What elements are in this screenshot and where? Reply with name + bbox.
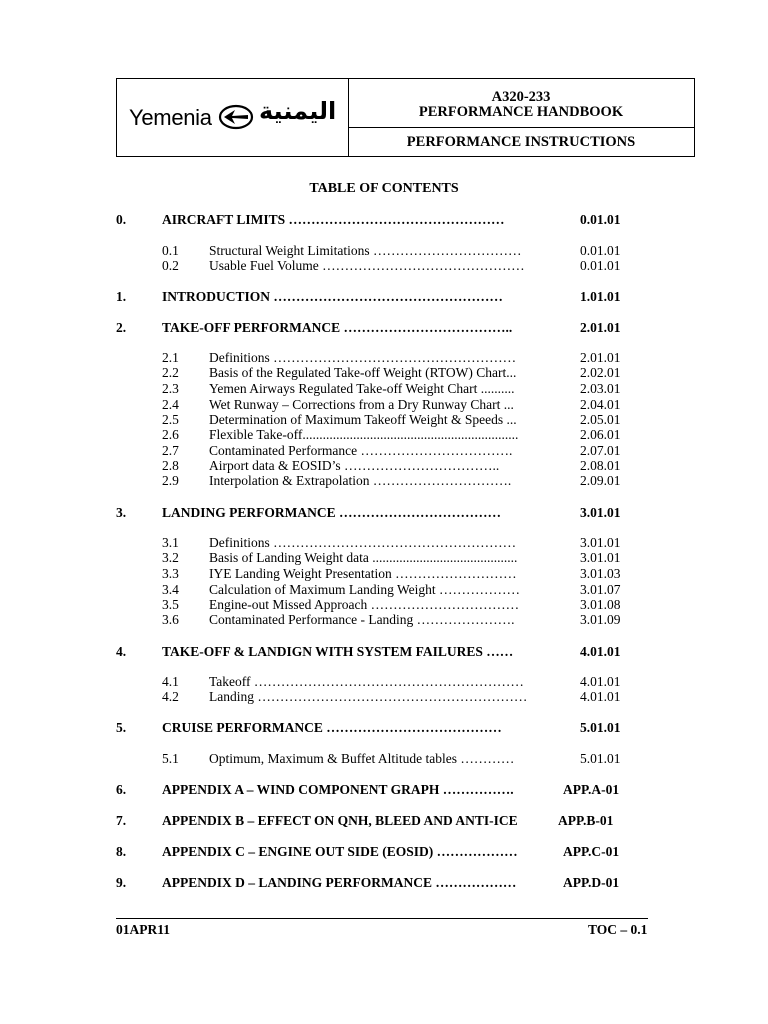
- entry-title: Interpolation & Extrapolation ………………………….: [209, 473, 512, 488]
- entry-page: 4.01.01: [580, 644, 621, 659]
- entry-title: Determination of Maximum Takeoff Weight & Speeds ...: [209, 412, 517, 427]
- entry-number: 0.1: [162, 243, 179, 258]
- entry-number: 3.: [116, 505, 127, 520]
- entry-page: 3.01.01: [580, 535, 621, 550]
- entry-page: 4.01.01: [580, 674, 621, 689]
- entry-title: Structural Weight Limitations ……………………………: [209, 243, 522, 258]
- entry-page: 2.08.01: [580, 458, 621, 473]
- entry-number: 8.: [116, 844, 127, 859]
- entry-page: 3.01.08: [580, 597, 621, 612]
- entry-number: 2.5: [162, 412, 179, 427]
- entry-number: 2.3: [162, 381, 179, 396]
- entry-title: APPENDIX C – ENGINE OUT SIDE (EOSID) ………………: [162, 844, 518, 859]
- entry-page: 5.01.01: [580, 720, 621, 735]
- entry-title: Engine-out Missed Approach ……………………………: [209, 597, 520, 612]
- entry-page: APP.A-01: [563, 782, 620, 797]
- entry-title: Calculation of Maximum Landing Weight ………………: [209, 582, 521, 597]
- entry-title: CRUISE PERFORMANCE …………………………………: [162, 720, 502, 735]
- entry-page: 0.01.01: [580, 258, 621, 273]
- entry-number: 2.4: [162, 397, 179, 412]
- footer-date: 01APR11: [116, 922, 170, 937]
- entry-title: Yemen Airways Regulated Take-off Weight Chart ..........: [209, 381, 515, 396]
- airline-logo: [117, 79, 349, 156]
- entry-title: TAKE-OFF PERFORMANCE ………………………………..: [162, 320, 513, 335]
- entry-page: APP.C-01: [563, 844, 620, 859]
- entry-number: 4.: [116, 644, 127, 659]
- entry-number: 3.3: [162, 566, 179, 581]
- entry-number: 2.9: [162, 473, 179, 488]
- entry-number: 9.: [116, 875, 127, 890]
- entry-number: 4.1: [162, 674, 179, 689]
- entry-title: Definitions ………………………………………………: [209, 350, 517, 365]
- entry-page: 2.07.01: [580, 443, 621, 458]
- entry-page: 2.06.01: [580, 427, 621, 442]
- entry-title: Flexible Take-off................................................................: [209, 427, 519, 442]
- entry-number: 3.6: [162, 612, 179, 627]
- entry-title: Wet Runway – Corrections from a Dry Runway Chart ...: [209, 397, 514, 412]
- entry-title: TAKE-OFF & LANDIGN WITH SYSTEM FAILURES ……: [162, 644, 514, 659]
- entry-number: 1.: [116, 289, 127, 304]
- section-title: PERFORMANCE INSTRUCTIONS: [406, 134, 636, 150]
- entry-page: 3.01.07: [580, 582, 621, 597]
- entry-number: 3.5: [162, 597, 179, 612]
- entry-page: 5.01.01: [580, 751, 621, 766]
- entry-title: Airport data & EOSID’s ……………………………..: [209, 458, 500, 473]
- toc-title: TABLE OF CONTENTS: [309, 181, 459, 196]
- entry-title: Landing ……………………………………………………: [209, 689, 528, 704]
- entry-title: APPENDIX B – EFFECT ON QNH, BLEED AND ANTI-ICE: [162, 813, 518, 828]
- entry-number: 2.6: [162, 427, 179, 442]
- entry-title: IYE Landing Weight Presentation ………………………: [209, 566, 517, 581]
- entry-title: AIRCRAFT LIMITS …………………………………………: [162, 212, 505, 227]
- entry-page: 4.01.01: [580, 689, 621, 704]
- entry-title: Usable Fuel Volume ………………………………………: [209, 258, 525, 273]
- entry-number: 7.: [116, 813, 127, 828]
- entry-title: APPENDIX D – LANDING PERFORMANCE ………………: [162, 875, 517, 890]
- entry-number: 3.4: [162, 582, 179, 597]
- aircraft-type: A320-233: [491, 89, 551, 105]
- entry-page: APP.B-01: [558, 813, 614, 828]
- footer-divider: [116, 918, 648, 919]
- entry-page: 3.01.01: [580, 550, 621, 565]
- entry-number: 0.2: [162, 258, 179, 273]
- header-title-cell: [348, 79, 694, 128]
- entry-number: 5.: [116, 720, 127, 735]
- entry-page: 2.02.01: [580, 365, 621, 380]
- entry-title: INTRODUCTION ……………………………………………: [162, 289, 503, 304]
- entry-title: Contaminated Performance …………………………….: [209, 443, 513, 458]
- entry-page: 0.01.01: [580, 212, 621, 227]
- entry-title: APPENDIX A – WIND COMPONENT GRAPH …………….: [162, 782, 514, 797]
- entry-number: 3.1: [162, 535, 179, 550]
- entry-number: 2.7: [162, 443, 179, 458]
- logo-arabic-text: اليمنية: [259, 97, 337, 125]
- entry-title: Basis of the Regulated Take-off Weight (RTOW) Chart...: [209, 365, 517, 380]
- entry-number: 2.2: [162, 365, 179, 380]
- entry-page: 3.01.01: [580, 505, 621, 520]
- entry-number: 6.: [116, 782, 127, 797]
- entry-number: 5.1: [162, 751, 179, 766]
- entry-page: 2.04.01: [580, 397, 621, 412]
- entry-page: APP.D-01: [563, 875, 620, 890]
- entry-number: 0.: [116, 212, 127, 227]
- entry-number: 4.2: [162, 689, 179, 704]
- entry-number: 3.2: [162, 550, 179, 565]
- entry-page: 1.01.01: [580, 289, 621, 304]
- entry-title: Takeoff ……………………………………………………: [209, 674, 524, 689]
- entry-page: 2.05.01: [580, 412, 621, 427]
- footer-page-number: TOC – 0.1: [588, 922, 648, 937]
- entry-number: 2.1: [162, 350, 179, 365]
- entry-title: Optimum, Maximum & Buffet Altitude tables …………: [209, 751, 515, 766]
- entry-title: Contaminated Performance - Landing ………………….: [209, 612, 515, 627]
- entry-title: Definitions ………………………………………………: [209, 535, 517, 550]
- entry-page: 2.01.01: [580, 320, 621, 335]
- bird-emblem-icon: [218, 104, 254, 130]
- entry-number: 2.8: [162, 458, 179, 473]
- document-header: [116, 78, 695, 157]
- entry-page: 0.01.01: [580, 243, 621, 258]
- entry-page: 2.01.01: [580, 350, 621, 365]
- entry-page: 2.09.01: [580, 473, 621, 488]
- entry-title: Basis of Landing Weight data ...........................................: [209, 550, 518, 565]
- entry-page: 3.01.03: [580, 566, 621, 581]
- entry-title: LANDING PERFORMANCE ………………………………: [162, 505, 501, 520]
- entry-number: 2.: [116, 320, 127, 335]
- handbook-title: PERFORMANCE HANDBOOK: [418, 104, 624, 120]
- logo-latin-text: Yemenia: [129, 105, 212, 130]
- entry-page: 2.03.01: [580, 381, 621, 396]
- entry-page: 3.01.09: [580, 612, 621, 627]
